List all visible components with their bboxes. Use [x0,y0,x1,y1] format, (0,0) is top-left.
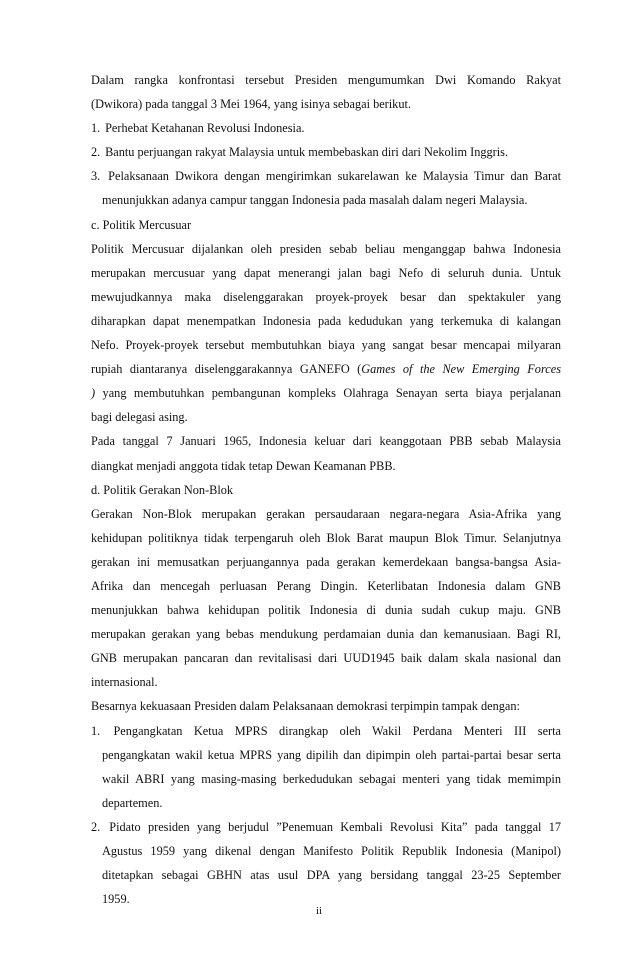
paragraph-nonblok-line: Afrika dan mencegah perluasan Perang Dingin. Keterlibatan Indonesia dalam GNB [91,578,561,593]
paragraph-kekuasaan: Besarnya kekuasaan Presiden dalam Pelaksanaan demokrasi terpimpin tampak dengan: [91,699,520,714]
list-item-continuation: Agustus 1959 yang dikenal dengan Manifesto Politik Republik Indonesia (Manipol) [102,844,561,858]
page-number: ii [315,905,323,917]
list-item [91,116,561,140]
paragraph-mercusuar-line: merupakan mercusuar yang dapat menerangi jalan bagi Nefo di seluruh dunia. Untuk [91,265,561,280]
paragraph-nonblok-line: Gerakan Non-Blok merupakan gerakan persaudaraan negara-negara Asia-Afrika yang [91,506,561,521]
list-item-continuation: wakil ABRI yang masing-masing berkedudukan sebagai menteri yang tidak memimpin [102,771,561,786]
paragraph-nonblok-line: GNB merupakan pancaran dan revitalisasi dari UUD1945 baik dalam skala nasional dan [91,651,561,666]
paragraph-nonblok-line: gerakan ini memusatkan perjuangannya pada gerakan kemerdekaan bangsa-bangsa Asia- [91,554,561,569]
list-number: 2. [91,819,101,834]
list-item-text: Pelaksanaan Dwikora dengan mengirimkan sukarelawan ke Malaysia Timur dan Barat [108,169,561,184]
paragraph-mercusuar-line: Nefo. Proyek-proyek tersebut membutuhkan biaya yang sangat besar mencapai milyaran [91,338,561,353]
page-content [91,68,561,911]
paragraph-pbb-line: Pada tanggal 7 Januari 1965, Indonesia keluar dari keanggotaan PBB sebab Malaysia [91,434,561,449]
paragraph-mercusuar-line: mewujudkannya maka diselenggarakan proyek-proyek besar dan spektakuler yang [91,289,561,304]
list-number: 3. [91,169,101,184]
section-heading-c: c. Politik Mercusuar [91,217,192,232]
list-item [91,164,561,188]
list-number: 2. [91,145,101,160]
paragraph-mercusuar-line: diharapkan dapat menempatkan Indonesia pada kedudukan yang terkemuka di kalangan [91,313,561,328]
list-item-continuation: 1959. [102,892,130,907]
paragraph-nonblok-line: menunjukkan bahwa kehidupan politik Indonesia di dunia sudah cukup maju. GNB [91,603,561,618]
paragraph-nonblok-line: merupakan gerakan yang bebas mendukung perdamaian dunia dan kemanusiaan. Bagi RI, [91,627,561,642]
paragraph-pbb-line: diangkat menjadi anggota tidak tetap Dewan Keamanan PBB. [91,458,396,473]
list-item-continuation: ditetapkan sebagai GBHN atas usul DPA yang bersidang tanggal 23-25 September [102,868,561,883]
list-item-text: Bantu perjuangan rakyat Malaysia untuk membebaskan diri dari Nekolim Inggris. [105,145,509,160]
paragraph-nonblok-line: kehidupan politiknya tidak terpengaruh oleh Blok Barat maupun Blok Timur. Selanjutnya [91,530,561,545]
list-item [91,815,561,839]
text-span: rupiah diantaranya diselenggarakannya GANEFO ( [91,362,362,377]
list-number: 1. [91,723,101,738]
list-item [91,719,561,743]
paragraph-mercusuar-line: Politik Mercusuar dijalankan oleh presiden sebab beliau menganggap bahwa Indonesia [91,241,561,256]
paragraph-nonblok-line: internasional. [91,675,158,690]
text-span: yang membutuhkan pembangunan kompleks Olahraga Senayan serta biaya perjalanan [95,386,561,401]
italic-text: Games of the New Emerging Forces [361,362,561,377]
list-item-text: Pidato presiden yang berjudul ”Penemuan Kembali Revolusi Kita” pada tanggal 17 [109,819,562,834]
paragraph-dwikora-line: Dalam rangka konfrontasi tersebut Presiden mengumumkan Dwi Komando Rakyat [91,73,561,87]
paragraph-mercusuar-line [91,381,561,405]
list-item [91,140,561,164]
list-item-continuation: departemen. [102,795,163,810]
section-heading-d: d. Politik Gerakan Non-Blok [91,482,234,497]
italic-text: ) [91,386,96,401]
list-item-continuation: pengangkatan wakil ketua MPRS yang dipilih dan dipimpin oleh partai-partai besar serta [102,747,561,762]
paragraph-mercusuar-line: bagi delegasi asing. [91,410,188,425]
paragraph-mercusuar-line [91,357,561,381]
list-number: 1. [91,121,101,136]
list-item-text: Perhebat Ketahanan Revolusi Indonesia. [105,121,305,136]
list-item-continuation: menunjukkan adanya campur tanggan Indonesia pada masalah dalam negeri Malaysia. [102,193,528,208]
paragraph-dwikora-line: (Dwikora) pada tanggal 3 Mei 1964, yang isinya sebagai berikut. [91,97,411,112]
list-item-text: Pengangkatan Ketua MPRS dirangkap oleh Wakil Perdana Menteri III serta [113,723,561,738]
